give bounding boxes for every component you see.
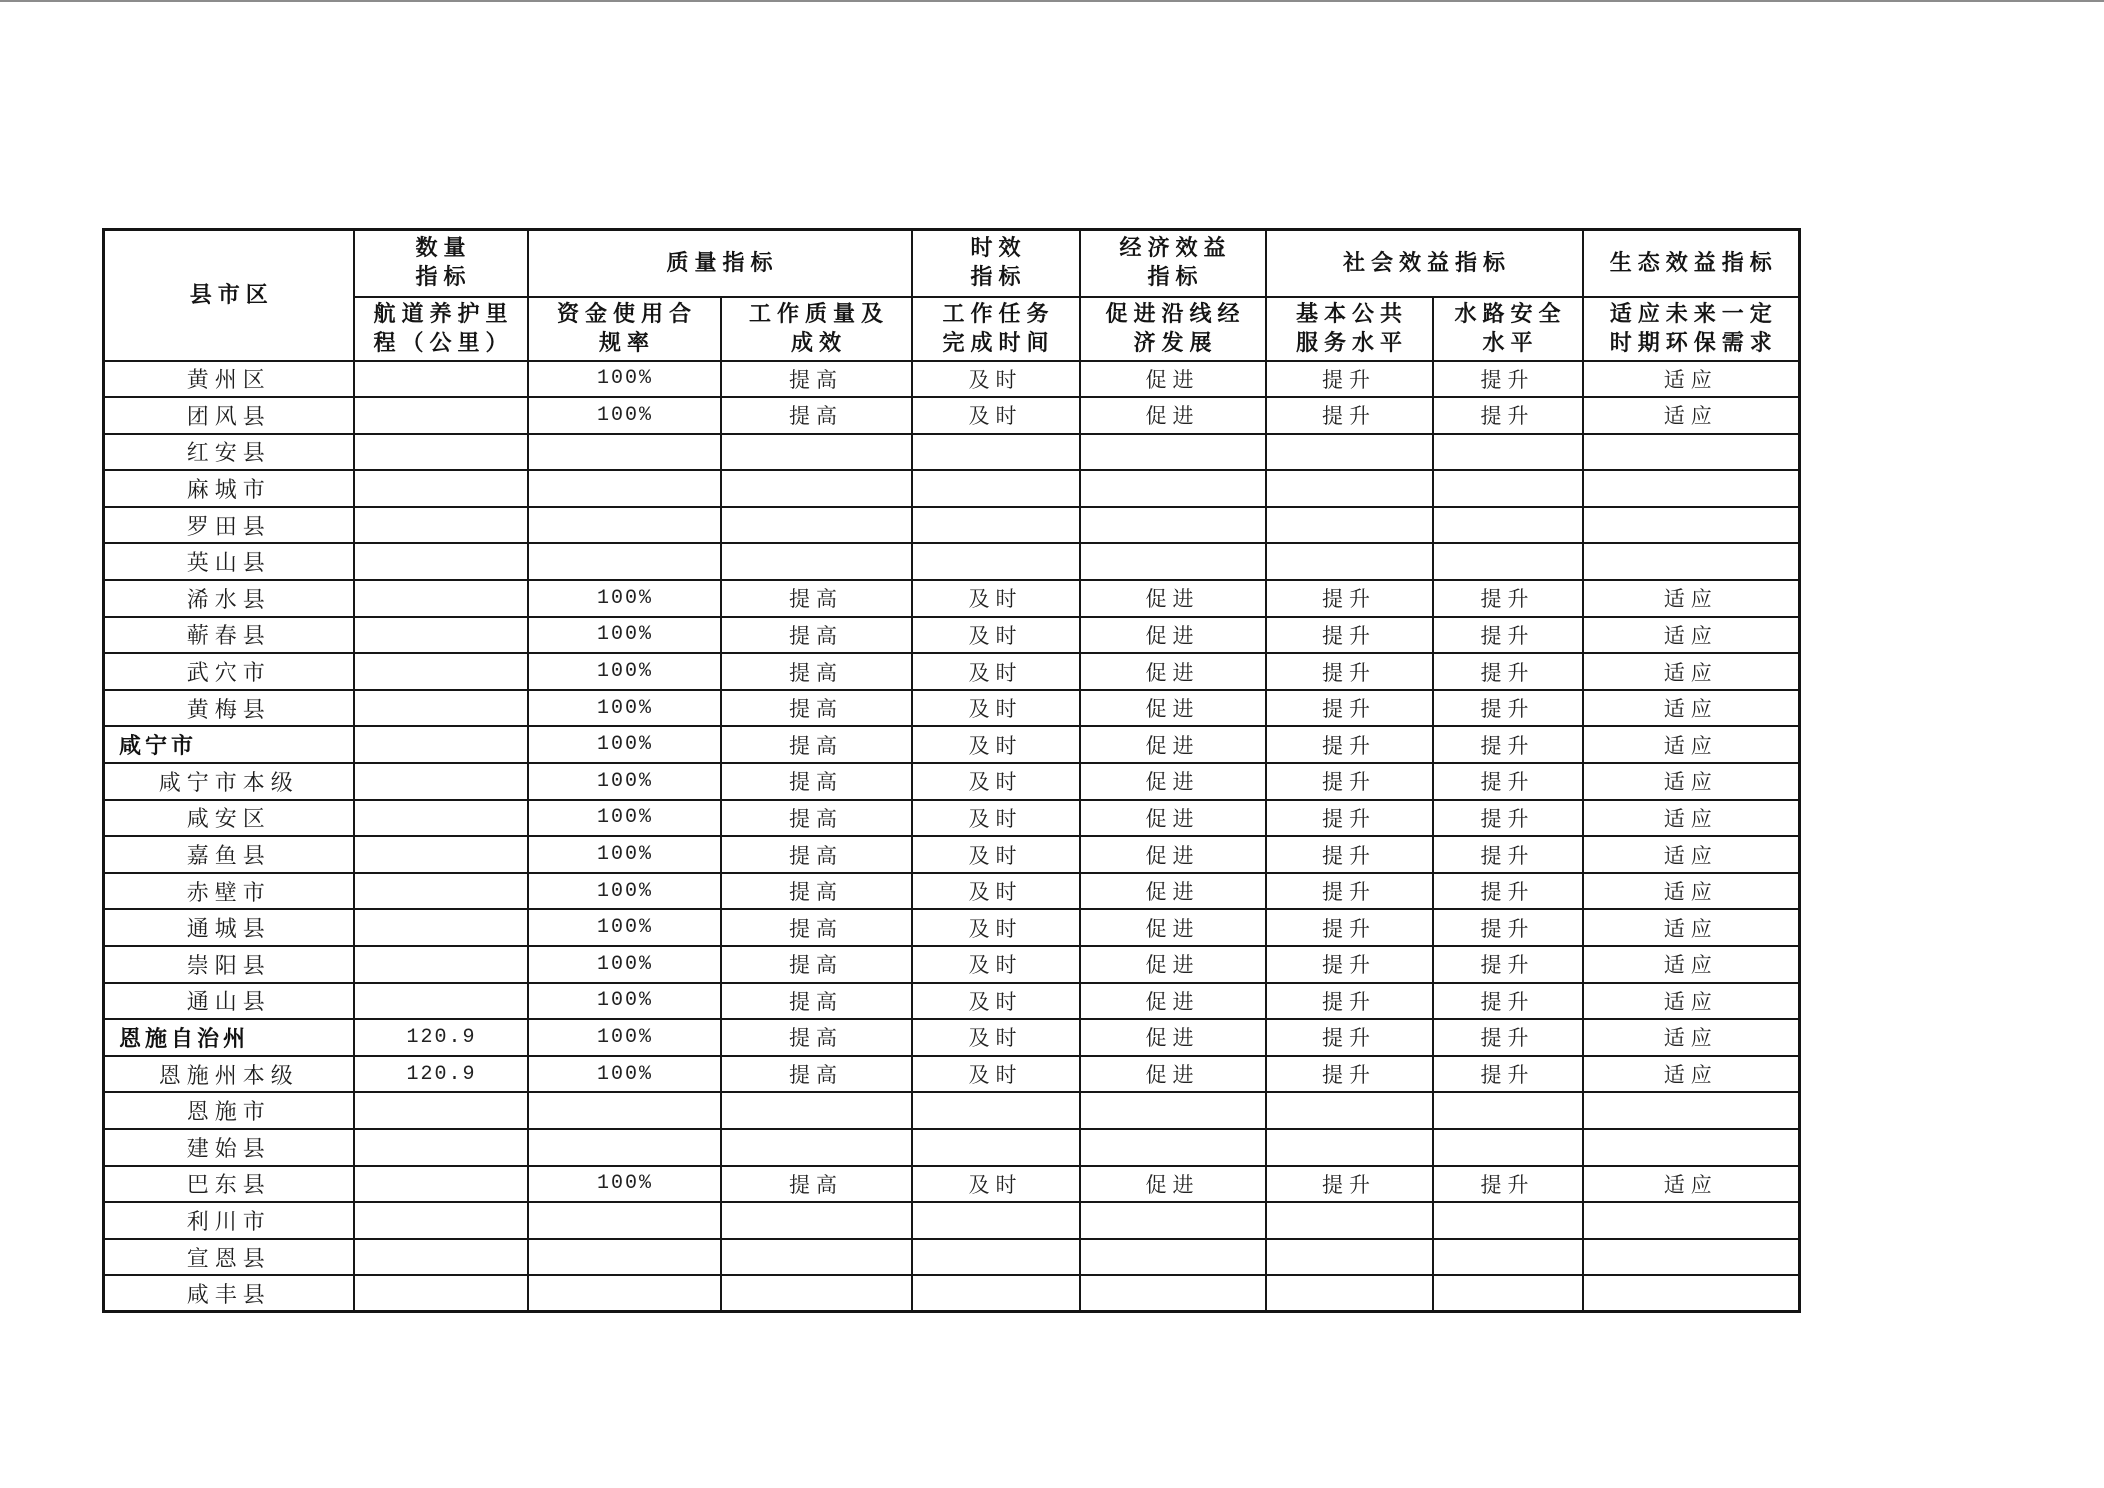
region-name-cell: 黄州区 [104,361,354,398]
work-quality-cell: 提高 [721,1019,912,1056]
public-service-cell: 提升 [1266,726,1433,763]
waterway-safety-cell: 提升 [1433,1056,1583,1093]
header-row-categories [104,230,1800,297]
public-service-cell: 提升 [1266,653,1433,690]
environmental-adaptation-header: 适应未来一定 时期环保需求 [1583,297,1800,361]
public-service-cell: 提升 [1266,397,1433,434]
table-row [104,983,1800,1020]
work-quality-cell: 提高 [721,361,912,398]
fund-compliance-cell: 100% [528,653,721,690]
table-row [104,763,1800,800]
waterway-safety-cell: 提升 [1433,397,1583,434]
work-quality-cell [721,1202,912,1239]
waterway-safety-cell [1433,1275,1583,1312]
completion-time-cell [912,507,1080,544]
table-row [104,1092,1800,1129]
economic-development-cell: 促进 [1080,909,1266,946]
fund-compliance-cell [528,507,721,544]
economic-development-header: 促进沿线经 济发展 [1080,297,1266,361]
region-name-cell: 咸安区 [104,800,354,837]
environmental-adaptation-cell: 适应 [1583,397,1800,434]
region-name-cell: 恩施市 [104,1092,354,1129]
environmental-adaptation-cell: 适应 [1583,690,1800,727]
economic-development-cell: 促进 [1080,1019,1266,1056]
work-quality-cell: 提高 [721,763,912,800]
channel-maintenance-cell [354,580,528,617]
work-quality-cell: 提高 [721,909,912,946]
public-service-cell: 提升 [1266,983,1433,1020]
work-quality-cell [721,1129,912,1166]
public-service-cell: 提升 [1266,690,1433,727]
fund-compliance-cell: 100% [528,873,721,910]
completion-time-cell: 及时 [912,1166,1080,1203]
economic-development-cell: 促进 [1080,1056,1266,1093]
public-service-cell [1266,1239,1433,1276]
region-name-cell: 利川市 [104,1202,354,1239]
environmental-adaptation-cell [1583,1129,1800,1166]
table-row [104,470,1800,507]
channel-maintenance-cell [354,397,528,434]
waterway-safety-cell: 提升 [1433,690,1583,727]
fund-compliance-cell [528,470,721,507]
region-name-cell: 英山县 [104,543,354,580]
work-quality-cell: 提高 [721,983,912,1020]
environmental-adaptation-cell [1583,470,1800,507]
table-body [104,361,1800,1312]
work-quality-cell [721,507,912,544]
region-name-cell: 建始县 [104,1129,354,1166]
fund-compliance-cell: 100% [528,763,721,800]
fund-compliance-cell: 100% [528,726,721,763]
completion-time-cell: 及时 [912,1019,1080,1056]
channel-maintenance-cell [354,836,528,873]
fund-compliance-cell: 100% [528,800,721,837]
table-row [104,434,1800,471]
table-row [104,873,1800,910]
environmental-adaptation-cell: 适应 [1583,983,1800,1020]
environmental-adaptation-cell: 适应 [1583,800,1800,837]
work-quality-cell: 提高 [721,1056,912,1093]
region-name-cell: 蕲春县 [104,617,354,654]
waterway-safety-cell: 提升 [1433,1166,1583,1203]
economic-development-cell [1080,434,1266,471]
region-name-cell: 武穴市 [104,653,354,690]
environmental-adaptation-cell [1583,434,1800,471]
channel-maintenance-cell [354,507,528,544]
completion-time-cell: 及时 [912,946,1080,983]
channel-maintenance-cell [354,361,528,398]
table-row [104,1275,1800,1312]
fund-compliance-cell: 100% [528,361,721,398]
public-service-cell: 提升 [1266,873,1433,910]
completion-time-cell [912,434,1080,471]
public-service-cell: 提升 [1266,1019,1433,1056]
channel-maintenance-cell [354,1202,528,1239]
fund-compliance-cell [528,1202,721,1239]
environmental-adaptation-cell [1583,1239,1800,1276]
waterway-safety-cell: 提升 [1433,617,1583,654]
completion-time-cell: 及时 [912,397,1080,434]
fund-compliance-cell: 100% [528,836,721,873]
economic-development-cell: 促进 [1080,397,1266,434]
public-service-cell: 提升 [1266,836,1433,873]
completion-time-cell: 及时 [912,873,1080,910]
channel-maintenance-cell [354,543,528,580]
channel-maintenance-cell [354,434,528,471]
work-quality-cell: 提高 [721,726,912,763]
fund-compliance-cell: 100% [528,1166,721,1203]
public-service-cell: 提升 [1266,1056,1433,1093]
table-row [104,507,1800,544]
table-header [104,230,1800,361]
completion-time-header: 工作任务 完成时间 [912,297,1080,361]
public-service-cell: 提升 [1266,361,1433,398]
work-quality-cell [721,543,912,580]
economic-development-cell [1080,1202,1266,1239]
channel-maintenance-cell [354,1275,528,1312]
waterway-safety-cell [1433,1129,1583,1166]
fund-compliance-cell: 100% [528,397,721,434]
environmental-adaptation-cell: 适应 [1583,763,1800,800]
fund-compliance-cell [528,1275,721,1312]
channel-maintenance-cell [354,763,528,800]
channel-maintenance-cell [354,1239,528,1276]
region-name-cell: 咸丰县 [104,1275,354,1312]
work-quality-cell: 提高 [721,690,912,727]
environmental-adaptation-cell [1583,507,1800,544]
work-quality-cell: 提高 [721,580,912,617]
environmental-adaptation-cell [1583,1275,1800,1312]
economic-development-cell: 促进 [1080,763,1266,800]
region-name-cell: 宣恩县 [104,1239,354,1276]
table-row [104,543,1800,580]
fund-compliance-cell: 100% [528,946,721,983]
table-row [104,361,1800,398]
economic-development-cell: 促进 [1080,361,1266,398]
table-row [104,580,1800,617]
environmental-adaptation-cell [1583,543,1800,580]
table-row [104,1166,1800,1203]
table-row [104,1202,1800,1239]
region-name-cell: 罗田县 [104,507,354,544]
work-quality-cell [721,1092,912,1129]
public-service-cell: 提升 [1266,946,1433,983]
completion-time-cell [912,543,1080,580]
work-quality-cell [721,1239,912,1276]
table-row [104,946,1800,983]
public-service-cell [1266,507,1433,544]
economic-development-cell: 促进 [1080,653,1266,690]
waterway-safety-cell [1433,434,1583,471]
economic-development-cell [1080,1129,1266,1166]
waterway-safety-cell [1433,470,1583,507]
work-quality-header: 工作质量及 成效 [721,297,912,361]
waterway-safety-cell: 提升 [1433,580,1583,617]
channel-maintenance-cell [354,983,528,1020]
public-service-cell: 提升 [1266,1166,1433,1203]
region-name-cell: 通山县 [104,983,354,1020]
completion-time-cell [912,1092,1080,1129]
economic-development-cell [1080,543,1266,580]
environmental-adaptation-cell [1583,1092,1800,1129]
economic-development-cell [1080,1239,1266,1276]
waterway-safety-cell: 提升 [1433,873,1583,910]
timeliness-indicator-header: 时效 指标 [912,230,1080,297]
table-row [104,1129,1800,1166]
completion-time-cell: 及时 [912,361,1080,398]
waterway-safety-header: 水路安全 水平 [1433,297,1583,361]
public-service-cell: 提升 [1266,580,1433,617]
economic-benefit-header: 经济效益 指标 [1080,230,1266,297]
environmental-adaptation-cell: 适应 [1583,726,1800,763]
waterway-safety-cell [1433,543,1583,580]
region-name-cell: 咸宁市 [104,726,354,763]
completion-time-cell: 及时 [912,836,1080,873]
scan-top-edge [0,0,2104,2]
waterway-safety-cell: 提升 [1433,1019,1583,1056]
economic-development-cell: 促进 [1080,1166,1266,1203]
work-quality-cell [721,470,912,507]
fund-compliance-cell: 100% [528,690,721,727]
channel-maintenance-header: 航道养护里 程（公里） [354,297,528,361]
public-service-header: 基本公共 服务水平 [1266,297,1433,361]
waterway-safety-cell [1433,1092,1583,1129]
environmental-adaptation-cell [1583,1202,1800,1239]
public-service-cell [1266,1275,1433,1312]
table-group-row [104,726,1800,763]
completion-time-cell [912,470,1080,507]
economic-development-cell: 促进 [1080,617,1266,654]
region-name-cell: 恩施自治州 [104,1019,354,1056]
environmental-adaptation-cell: 适应 [1583,1019,1800,1056]
channel-maintenance-cell [354,800,528,837]
channel-maintenance-cell [354,726,528,763]
fund-compliance-cell [528,1239,721,1276]
environmental-adaptation-cell: 适应 [1583,909,1800,946]
public-service-cell [1266,1092,1433,1129]
environmental-adaptation-cell: 适应 [1583,1166,1800,1203]
social-benefit-header: 社会效益指标 [1266,230,1583,297]
region-name-cell: 崇阳县 [104,946,354,983]
work-quality-cell [721,434,912,471]
table-row [104,1056,1800,1093]
region-name-cell: 红安县 [104,434,354,471]
waterway-safety-cell: 提升 [1433,800,1583,837]
completion-time-cell: 及时 [912,909,1080,946]
fund-compliance-cell [528,1129,721,1166]
completion-time-cell: 及时 [912,763,1080,800]
waterway-safety-cell: 提升 [1433,361,1583,398]
public-service-cell: 提升 [1266,763,1433,800]
table-row [104,653,1800,690]
work-quality-cell: 提高 [721,836,912,873]
fund-compliance-cell [528,434,721,471]
work-quality-cell: 提高 [721,873,912,910]
region-name-cell: 黄梅县 [104,690,354,727]
waterway-safety-cell: 提升 [1433,909,1583,946]
channel-maintenance-cell [354,1166,528,1203]
channel-maintenance-cell [354,1092,528,1129]
completion-time-cell: 及时 [912,800,1080,837]
public-service-cell: 提升 [1266,909,1433,946]
public-service-cell: 提升 [1266,617,1433,654]
region-name-cell: 麻城市 [104,470,354,507]
environmental-adaptation-cell: 适应 [1583,946,1800,983]
economic-development-cell: 促进 [1080,983,1266,1020]
public-service-cell [1266,434,1433,471]
fund-compliance-cell: 100% [528,617,721,654]
waterway-safety-cell [1433,1239,1583,1276]
economic-development-cell [1080,1092,1266,1129]
fund-compliance-cell: 100% [528,1019,721,1056]
table-row [104,836,1800,873]
table-row [104,690,1800,727]
table-row [104,909,1800,946]
region-name-cell: 浠水县 [104,580,354,617]
fund-compliance-cell: 100% [528,909,721,946]
environmental-adaptation-cell: 适应 [1583,836,1800,873]
region-name-cell: 团风县 [104,397,354,434]
environmental-adaptation-cell: 适应 [1583,873,1800,910]
waterway-safety-cell [1433,507,1583,544]
channel-maintenance-cell [354,909,528,946]
economic-development-cell [1080,507,1266,544]
waterway-safety-cell: 提升 [1433,763,1583,800]
work-quality-cell: 提高 [721,1166,912,1203]
work-quality-cell: 提高 [721,617,912,654]
public-service-cell [1266,470,1433,507]
channel-maintenance-cell [354,617,528,654]
fund-compliance-cell: 100% [528,580,721,617]
completion-time-cell: 及时 [912,653,1080,690]
completion-time-cell [912,1129,1080,1166]
economic-development-cell: 促进 [1080,836,1266,873]
completion-time-cell: 及时 [912,690,1080,727]
economic-development-cell: 促进 [1080,580,1266,617]
economic-development-cell: 促进 [1080,946,1266,983]
region-column-header: 县市区 [104,230,354,361]
channel-maintenance-cell [354,1129,528,1166]
waterway-safety-cell: 提升 [1433,836,1583,873]
environmental-adaptation-cell: 适应 [1583,1056,1800,1093]
region-name-cell: 通城县 [104,909,354,946]
economic-development-cell: 促进 [1080,800,1266,837]
economic-development-cell: 促进 [1080,690,1266,727]
table-row [104,617,1800,654]
channel-maintenance-cell: 120.9 [354,1056,528,1093]
economic-development-cell [1080,1275,1266,1312]
public-service-cell [1266,543,1433,580]
environmental-adaptation-cell: 适应 [1583,617,1800,654]
quality-indicator-header: 质量指标 [528,230,912,297]
environmental-adaptation-cell: 适应 [1583,653,1800,690]
table-row [104,397,1800,434]
completion-time-cell: 及时 [912,1056,1080,1093]
fund-compliance-cell [528,1092,721,1129]
work-quality-cell: 提高 [721,653,912,690]
environmental-adaptation-cell: 适应 [1583,580,1800,617]
completion-time-cell [912,1202,1080,1239]
environmental-adaptation-cell: 适应 [1583,361,1800,398]
channel-maintenance-cell [354,470,528,507]
table-group-row [104,1019,1800,1056]
work-quality-cell: 提高 [721,800,912,837]
public-service-cell [1266,1129,1433,1166]
work-quality-cell: 提高 [721,946,912,983]
economic-development-cell [1080,470,1266,507]
region-name-cell: 咸宁市本级 [104,763,354,800]
completion-time-cell: 及时 [912,617,1080,654]
region-name-cell: 巴东县 [104,1166,354,1203]
work-quality-cell: 提高 [721,397,912,434]
fund-compliance-cell: 100% [528,983,721,1020]
economic-development-cell: 促进 [1080,873,1266,910]
completion-time-cell: 及时 [912,726,1080,763]
header-row-subindicators [104,297,1800,361]
completion-time-cell: 及时 [912,983,1080,1020]
waterway-safety-cell: 提升 [1433,946,1583,983]
table-row [104,1239,1800,1276]
completion-time-cell: 及时 [912,580,1080,617]
completion-time-cell [912,1239,1080,1276]
region-name-cell: 恩施州本级 [104,1056,354,1093]
public-service-cell: 提升 [1266,800,1433,837]
completion-time-cell [912,1275,1080,1312]
channel-maintenance-cell: 120.9 [354,1019,528,1056]
work-quality-cell [721,1275,912,1312]
channel-maintenance-cell [354,690,528,727]
waterway-safety-cell: 提升 [1433,726,1583,763]
table-row [104,800,1800,837]
performance-indicator-table [102,228,1801,1313]
waterway-safety-cell: 提升 [1433,983,1583,1020]
channel-maintenance-cell [354,946,528,983]
document-page [102,228,1801,1313]
fund-compliance-cell: 100% [528,1056,721,1093]
region-name-cell: 嘉鱼县 [104,836,354,873]
quantity-indicator-header: 数量 指标 [354,230,528,297]
region-name-cell: 赤壁市 [104,873,354,910]
waterway-safety-cell: 提升 [1433,653,1583,690]
channel-maintenance-cell [354,653,528,690]
fund-compliance-header: 资金使用合 规率 [528,297,721,361]
public-service-cell [1266,1202,1433,1239]
economic-development-cell: 促进 [1080,726,1266,763]
ecological-benefit-header: 生态效益指标 [1583,230,1800,297]
channel-maintenance-cell [354,873,528,910]
waterway-safety-cell [1433,1202,1583,1239]
fund-compliance-cell [528,543,721,580]
